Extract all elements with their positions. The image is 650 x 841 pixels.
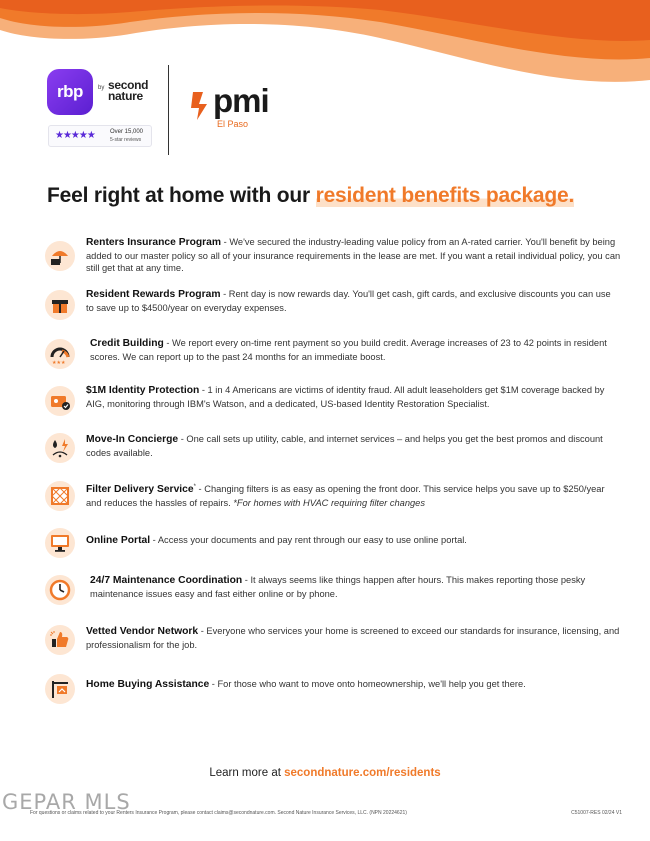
footer-disclaimer: For questions or claims related to your Renters Insurance Program, please contact claims@secondnature.com. Second Nature Insurance Services, LLC. (NPN 20224621) xyxy=(30,810,407,816)
benefit-text: Online Portal - Access your documents and pay rent through our easy to use online portal. xyxy=(86,535,467,546)
headline-highlight: resident benefits package. xyxy=(315,184,575,207)
reviews-badge xyxy=(48,125,152,147)
benefit-text: $1M Identity Protection - 1 in 4 Americans are victims of identity fraud. All adult leaseholders get $1M coverage backed by AIG, monitoring through IBM's Watson, and a dedicated, US-based Identity Restoration Specialist. xyxy=(86,385,605,409)
benefit-text: Vetted Vendor Network - Everyone who services your home is screened to exceed our standards for insurance, licensing, and professionalism for the job. xyxy=(86,626,620,650)
benefit-text: Move-In Concierge - One call sets up utility, cable, and internet services – and helps you get the best promos and discount codes available. xyxy=(86,434,603,458)
svg-text:★★★: ★★★ xyxy=(52,360,66,365)
footer-code: C51007-RES 02/24 V1 xyxy=(571,810,622,816)
benefit-text: Renters Insurance Program - We've secured the industry-leading value policy from an A-rated carrier. You'll benefit by being added to our master policy so all of your insurance requirements in the lease are met. If you want a retail individual policy, you can still get that at any time. xyxy=(86,237,621,273)
id-shield-icon xyxy=(45,386,75,416)
rbp-logo: rbp xyxy=(47,69,93,115)
clock-icon xyxy=(45,575,75,605)
house-sign-icon xyxy=(45,674,75,704)
benefit-text: 24/7 Maintenance Coordination - It always seems like things happen after hours. This makes reporting those pesky maintenance issues easy and fast either online or by phone. xyxy=(90,575,586,599)
thumbs-up-icon xyxy=(45,625,75,655)
pmi-mark-icon xyxy=(189,90,211,122)
benefit-text: Credit Building - We report every on-time rent payment so you build credit. Average increases of 23 to 42 points in resident scores. We can report up to the past 24 months for an immediate boost. xyxy=(90,338,607,362)
gift-icon xyxy=(45,290,75,320)
reviews-label: 5-star reviews xyxy=(110,137,142,143)
logo-area xyxy=(47,66,347,156)
monitor-icon xyxy=(45,528,75,558)
residents-link[interactable]: secondnature.com/residents xyxy=(284,767,441,779)
air-filter-icon xyxy=(45,481,75,511)
filter-footnote: *For homes with HVAC requiring filter changes xyxy=(233,497,425,508)
by-text: by xyxy=(98,85,105,91)
benefit-text: Resident Rewards Program - Rent day is now rewards day. You'll get cash, gift cards, and exclusive discounts you can use to save up to $4500/year on everyday expenses. xyxy=(86,289,611,313)
umbrella-house-icon xyxy=(45,241,75,271)
star-rating-icon: ★★★★★ xyxy=(55,130,95,141)
pmi-location: El Paso xyxy=(217,119,249,129)
utilities-icon xyxy=(45,433,75,463)
logo-divider xyxy=(168,65,169,155)
learn-more-line: Learn more at secondnature.com/residents xyxy=(209,767,441,779)
second-nature-logo: second nature xyxy=(108,78,149,103)
benefit-text: Home Buying Assistance - For those who want to move onto homeownership, we'll help you get there. xyxy=(86,679,526,690)
credit-gauge-icon xyxy=(45,339,75,369)
pmi-logo: pmi xyxy=(213,82,269,119)
benefit-text: Filter Delivery Service* - Changing filters is as easy as opening the front door. This service helps you save up to $250/year and reduces the hassles of repairs. *For homes with HVAC requiring filter changes xyxy=(86,484,605,508)
reviews-count: Over 15,000 xyxy=(110,129,144,135)
page-headline: Feel right at home with our resident benefits package. xyxy=(47,184,575,207)
mls-watermark: GEPAR MLS xyxy=(2,790,131,814)
